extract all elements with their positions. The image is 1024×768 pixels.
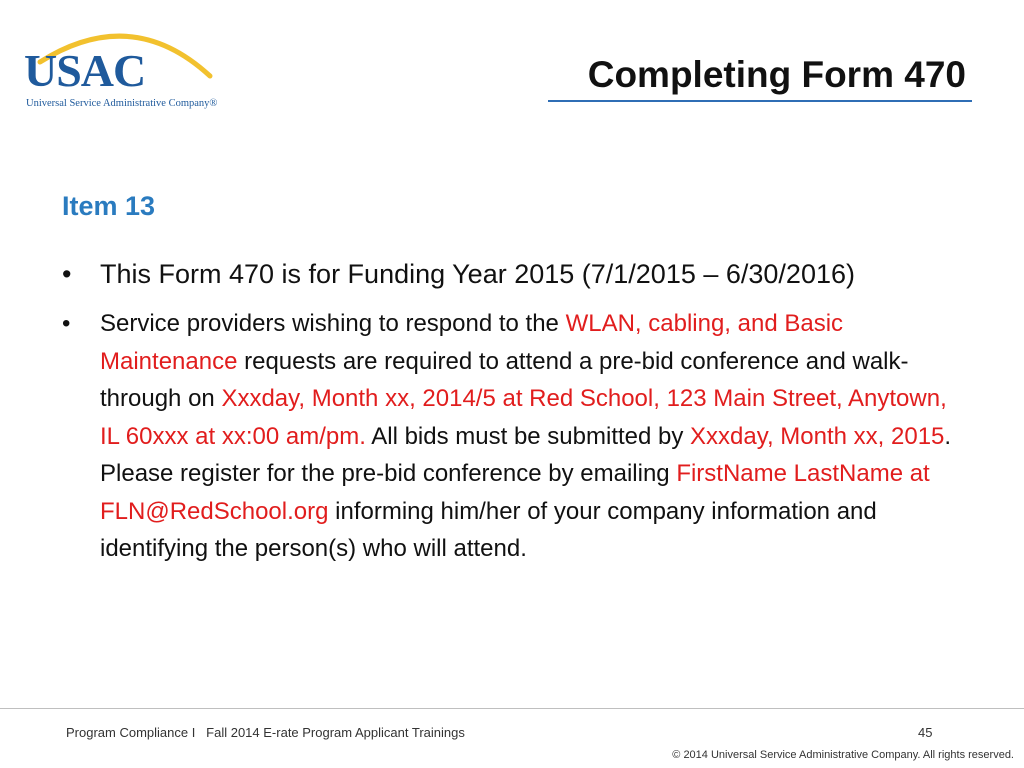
usac-logo [22,18,242,109]
bullet-item-prebid [62,305,962,568]
highlight-conference-details: Xxxday, Month xx, 2014/5 at Red School, 123 Main Street, Anytown, IL 60xxx at xx:00 am/pm. [100,385,947,450]
section-heading: Item 13 [62,191,156,221]
logo-wordmark: USAC [24,45,146,96]
copyright-notice: © 2014 Universal Service Administrative Company. All rights reserved. [672,749,1014,761]
highlight-contact: FirstName LastName at FLN@RedSchool.org [100,460,930,525]
slide-title: Completing Form 470 [587,54,966,95]
bullet-text: informing him/her of your company information and identifying the person(s) who will attend. [100,497,877,562]
bullet-dot-icon: • [62,310,71,337]
footer-caption: Program Compliance I Fall 2014 E-rate Program Applicant Trainings [66,725,465,740]
logo-subtitle: Universal Service Administrative Company® [26,98,218,109]
bullet-dot-icon: • [62,259,72,289]
page-number: 45 [918,725,933,740]
bullet-list [62,256,962,568]
bullet-text: This Form 470 is for Funding Year 2015 (7/1/2015 – 6/30/2016) [100,259,855,289]
bullet-text: . Please register for the pre-bid conference by emailing [100,422,952,487]
bullet-text: All bids must be submitted by [365,422,691,450]
footer-divider [0,708,1024,709]
highlight-services: WLAN, cabling, and Basic Maintenance [100,310,844,375]
bullet-text: Service providers wishing to respond to the [100,310,566,337]
highlight-bid-deadline: Xxxday, Month xx, 2015 [690,422,945,450]
title-underline [548,100,972,102]
bullet-text: requests are required to attend a pre-bid conference and walk-through on [100,347,909,412]
bullet-item-funding-year [62,256,962,293]
